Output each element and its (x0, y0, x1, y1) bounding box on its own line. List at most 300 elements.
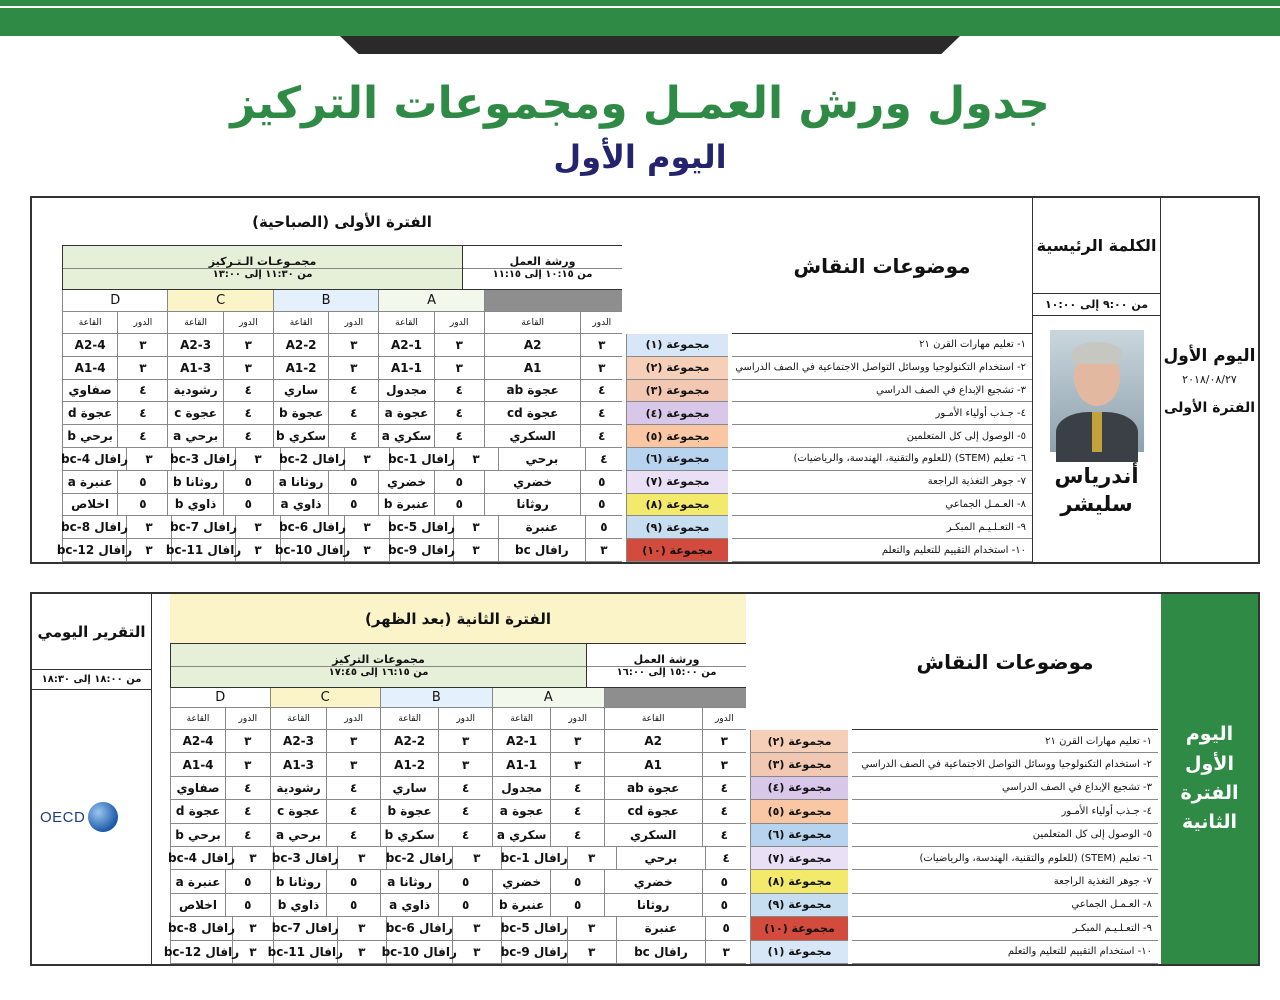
side-day-period-label: اليوم الأول الفترة الثانية (1158, 594, 1258, 964)
topic-row: ٥- الوصول إلى كل المتعلمين (732, 425, 1032, 448)
group-label: مجموعة (٤) (626, 402, 728, 425)
column-room-header: القاعة (62, 312, 117, 334)
table-row (167, 917, 746, 940)
room-cell: رافال bc (616, 941, 706, 964)
room-cell: خضري (484, 471, 581, 494)
table-row (62, 516, 622, 539)
role-cell: ٥ (225, 894, 269, 917)
role-cell: ٤ (438, 824, 491, 847)
role-cell: ٤ (438, 800, 491, 823)
role-cell: ٣ (344, 516, 389, 539)
role-cell: ٣ (567, 847, 616, 870)
workshop-letter-blank (484, 290, 622, 312)
room-cell: برحي b (62, 425, 117, 448)
focus-groups-header-2: مجموعات التركيز من ١٦:١٥ إلى ١٧:٤٥ (170, 644, 586, 687)
table-row (167, 847, 746, 870)
column-role-header: الدور (328, 312, 378, 334)
room-cell: عجوة b (380, 800, 439, 823)
group-letter-c: C (270, 688, 380, 708)
topic-row: ٨- العـمـل الجماعي (852, 894, 1158, 917)
group-label: مجموعة (٦) (750, 824, 848, 847)
room-cell: اخلاص (62, 494, 117, 517)
period-label: الفترة الأولى (1163, 400, 1256, 417)
role-cell: ٣ (235, 516, 280, 539)
table-row (170, 730, 746, 753)
day-label (1160, 198, 1258, 562)
room-cell: A2-3 (270, 730, 327, 753)
room-cell: خضري (378, 471, 433, 494)
role-cell: ٤ (223, 425, 273, 448)
room-cell: رافال 5-bc (501, 917, 567, 940)
role-cell: ٣ (235, 539, 280, 562)
role-cell: ٥ (223, 494, 273, 517)
table-row (170, 800, 746, 823)
role-cell: ٤ (434, 380, 484, 403)
role-cell: ٤ (223, 380, 273, 403)
role-cell: ٣ (434, 357, 484, 380)
group-label: مجموعة (٨) (750, 870, 848, 893)
role-cell: ٣ (126, 516, 171, 539)
role-cell: ٣ (337, 917, 386, 940)
group-label: مجموعة (١٠) (750, 917, 848, 940)
topic-row: ٦- تعليم (STEM) (للعلوم والتقنية، الهندسة، والرياضيات) (732, 448, 1032, 471)
column-role-header: الدور (117, 312, 167, 334)
room-cell: رافال 8-bc (62, 516, 126, 539)
topic-row: ٢- استخدام التكنولوجيا ووسائل التواصل الاجتماعية في الصف الدراسي (852, 753, 1158, 776)
topic-row: ١٠- استخدام التقييم للتعليم والتعلم (852, 941, 1158, 964)
group-letter-b: B (380, 688, 492, 708)
topic-row: ٧- جوهر التغذية الراجعة (852, 870, 1158, 893)
role-cell: ٥ (117, 471, 167, 494)
room-cell: برحي a (167, 425, 222, 448)
topic-row: ٨- العـمـل الجماعي (732, 494, 1032, 517)
role-cell: ٥ (438, 894, 491, 917)
role-cell: ٣ (344, 539, 389, 562)
role-cell: ٣ (225, 730, 269, 753)
room-cell: رافال 6-bc (386, 917, 452, 940)
role-cell: ٤ (702, 800, 746, 823)
column-room-header: القاعة (492, 708, 551, 730)
role-cell: ٤ (550, 824, 603, 847)
column-room-header: القاعة (380, 708, 439, 730)
column-role-header: الدور (223, 312, 273, 334)
room-cell: عنبرة a (62, 471, 117, 494)
oecd-logo: OECD (40, 802, 118, 832)
table-row (62, 402, 622, 425)
room-cell: رافال 11-bc (273, 941, 337, 964)
role-cell: ٥ (438, 870, 491, 893)
room-cell: صفاوي (62, 380, 117, 403)
role-cell: ٣ (337, 847, 386, 870)
room-cell: رافال 9-bc (501, 941, 567, 964)
room-cell: ذاوي a (380, 894, 439, 917)
role-cell: ٤ (550, 777, 603, 800)
room-cell: عجوة a (492, 800, 551, 823)
topic-row: ٤- جـذب أولياء الأمـور (852, 800, 1158, 823)
room-cell: A2 (484, 334, 581, 357)
room-cell: برحي (498, 448, 585, 471)
role-cell: ٥ (580, 494, 622, 517)
column-role-header: الدور (434, 312, 484, 334)
role-cell: ٥ (434, 494, 484, 517)
role-cell: ٤ (326, 800, 379, 823)
group-label: مجموعة (١) (626, 334, 728, 357)
role-cell: ٣ (452, 847, 501, 870)
topic-row: ٥- الوصول إلى كل المتعلمين (852, 824, 1158, 847)
room-cell: عجوة ab (484, 380, 581, 403)
column-header-row (62, 312, 622, 334)
room-cell: عجوة c (167, 402, 222, 425)
group-label: مجموعة (٦) (626, 448, 728, 471)
table-row (170, 824, 746, 847)
role-cell: ٥ (223, 471, 273, 494)
room-cell: ذاوي b (270, 894, 327, 917)
role-cell: ٣ (705, 941, 746, 964)
room-cell: برحي (616, 847, 706, 870)
session-one-table (30, 196, 1260, 564)
room-cell: عنبرة b (492, 894, 551, 917)
topic-row: ٦- تعليم (STEM) (للعلوم والتقنية، الهندسة، والرياضيات) (852, 847, 1158, 870)
role-cell: ٤ (326, 824, 379, 847)
room-cell: سكري a (492, 824, 551, 847)
room-cell: رافال 12-bc (62, 539, 126, 562)
globe-icon (88, 802, 118, 832)
role-cell: ٥ (434, 471, 484, 494)
room-cell: عجوة cd (604, 800, 702, 823)
role-cell: ٣ (328, 357, 378, 380)
role-cell: ٤ (702, 777, 746, 800)
column-role-header: الدور (550, 708, 603, 730)
room-cell: رافال bc (498, 539, 585, 562)
room-cell: عجوة d (62, 402, 117, 425)
room-cell: رافال 9-bc (389, 539, 453, 562)
role-cell: ٤ (225, 824, 269, 847)
room-cell: رشودية (270, 777, 327, 800)
role-cell: ٣ (326, 753, 379, 776)
table-row (62, 357, 622, 380)
table-row (62, 380, 622, 403)
room-cell: سكري b (380, 824, 439, 847)
schedule-grid-2 (163, 594, 746, 964)
role-cell: ٣ (452, 941, 501, 964)
role-cell: ٣ (438, 753, 491, 776)
room-cell: السكري (484, 425, 581, 448)
day-name: اليوم الأول (1163, 345, 1256, 366)
topic-row: ٢- استخدام التكنولوجيا ووسائل التواصل الاجتماعية في الصف الدراسي (732, 357, 1032, 380)
room-cell: ذاوي b (167, 494, 222, 517)
table-row (62, 425, 622, 448)
role-cell: ٤ (328, 380, 378, 403)
room-cell: برحي b (170, 824, 225, 847)
role-cell: ٥ (328, 494, 378, 517)
room-cell: عنبرة b (378, 494, 433, 517)
role-cell: ٥ (550, 894, 603, 917)
discussion-topics-2 (852, 594, 1158, 964)
room-cell: A2 (604, 730, 702, 753)
role-cell: ٥ (550, 870, 603, 893)
room-cell: عنبرة a (170, 870, 225, 893)
group-label: مجموعة (٣) (626, 380, 728, 403)
role-cell: ٤ (580, 402, 622, 425)
role-cell: ٤ (117, 402, 167, 425)
period-title: الفترة الأولى (الصباحية) (62, 198, 622, 246)
room-cell: A1-3 (270, 753, 327, 776)
room-cell: A1-1 (492, 753, 551, 776)
role-cell: ٤ (580, 380, 622, 403)
room-cell: ذاوي a (273, 494, 328, 517)
group-letter-c: C (167, 290, 272, 312)
role-cell: ٣ (702, 753, 746, 776)
role-cell: ٣ (580, 334, 622, 357)
room-cell: عجوة c (270, 800, 327, 823)
role-cell: ٥ (585, 516, 622, 539)
room-cell: روثانا (484, 494, 581, 517)
column-room-header: القاعة (604, 708, 702, 730)
room-cell: رافال 7-bc (171, 516, 235, 539)
group-letter-b: B (273, 290, 378, 312)
topic-row: ١- تعليم مهارات القرن ٢١ (732, 334, 1032, 357)
group-label: مجموعة (١) (750, 941, 848, 964)
role-cell: ٣ (328, 334, 378, 357)
room-cell: ساري (380, 777, 439, 800)
role-cell: ٣ (232, 917, 273, 940)
workshop-letter-blank (604, 688, 746, 708)
room-cell: A2-1 (492, 730, 551, 753)
keynote-time: من ٩:٠٠ إلى ١٠:٠٠ (1033, 294, 1160, 316)
group-label: مجموعة (٣) (750, 753, 848, 776)
group-label: مجموعة (٤) (750, 777, 848, 800)
group-label: مجموعة (٢) (626, 357, 728, 380)
table-row (62, 471, 622, 494)
daily-report-title: التقرير اليومي (32, 594, 151, 670)
room-cell: A2-2 (273, 334, 328, 357)
role-cell: ٤ (326, 777, 379, 800)
role-cell: ٣ (126, 448, 171, 471)
room-cell: عجوة ab (604, 777, 702, 800)
role-cell: ٣ (326, 730, 379, 753)
room-cell: خضري (492, 870, 551, 893)
role-cell: ٥ (580, 471, 622, 494)
group-letter-a: A (492, 688, 604, 708)
column-room-header: القاعة (167, 312, 222, 334)
room-cell: عجوة a (378, 402, 433, 425)
room-cell: روثانا b (270, 870, 327, 893)
room-cell: A1 (604, 753, 702, 776)
room-cell: ساري (273, 380, 328, 403)
room-cell: A1-4 (62, 357, 117, 380)
group-label: مجموعة (٩) (750, 894, 848, 917)
workshop-header-2: ورشة العمل من ١٥:٠٠ إلى ١٦:٠٠ (586, 644, 746, 687)
page-subtitle: اليوم الأول (553, 138, 727, 176)
role-cell: ٥ (328, 471, 378, 494)
role-cell: ٣ (223, 357, 273, 380)
column-role-header: الدور (438, 708, 491, 730)
room-cell: السكري (604, 824, 702, 847)
room-cell: صفاوي (170, 777, 225, 800)
room-cell: A1-4 (170, 753, 225, 776)
role-cell: ٥ (702, 894, 746, 917)
period-title-2: الفترة الثانية (بعد الظهر) (170, 594, 746, 644)
role-cell: ٣ (337, 941, 386, 964)
focus-groups-header: مجمـوعـات الـتـركيز من ١١:٣٠ إلى ١٣:٠٠ (62, 246, 462, 289)
room-cell: A1-1 (378, 357, 433, 380)
topic-row: ٩- التعـلـيـم المبكـر (732, 516, 1032, 539)
room-cell: روثانا a (273, 471, 328, 494)
topics-title: موضوعات النقاش (732, 198, 1032, 334)
role-cell: ٣ (567, 917, 616, 940)
room-cell: رافال 10-bc (386, 941, 452, 964)
role-cell: ٥ (117, 494, 167, 517)
role-cell: ٣ (126, 539, 171, 562)
group-label: مجموعة (٢) (750, 730, 848, 753)
topic-row: ٣- تشجيع الإبداع في الصف الدراسي (852, 777, 1158, 800)
daily-report-time: من ١٨:٠٠ إلى ١٨:٣٠ (32, 670, 151, 690)
room-cell: A2-4 (62, 334, 117, 357)
room-cell: سكري a (378, 425, 433, 448)
room-cell: عنبرة (498, 516, 585, 539)
group-label: مجموعة (٥) (626, 425, 728, 448)
column-header-row (170, 708, 746, 730)
role-cell: ٣ (232, 847, 273, 870)
role-cell: ٥ (326, 894, 379, 917)
room-cell: A1-3 (167, 357, 222, 380)
role-cell: ٣ (585, 539, 622, 562)
top-banner (0, 0, 1280, 36)
role-cell: ٥ (326, 870, 379, 893)
room-cell: رافال 3-bc (171, 448, 235, 471)
room-cell: رافال 11-bc (171, 539, 235, 562)
group-label: مجموعة (٨) (626, 494, 728, 517)
table-row (170, 753, 746, 776)
role-cell: ٥ (705, 917, 746, 940)
role-cell: ٤ (117, 425, 167, 448)
column-room-header: القاعة (270, 708, 327, 730)
group-letters-row (170, 688, 746, 708)
room-cell: خضري (604, 870, 702, 893)
column-role-header: الدور (580, 312, 622, 334)
daily-report-column (32, 594, 152, 964)
role-cell: ٤ (702, 824, 746, 847)
group-letters-row (62, 290, 622, 312)
table-row (62, 448, 622, 471)
room-cell: برحي a (270, 824, 327, 847)
room-cell: رافال 7-bc (273, 917, 337, 940)
page-title: جدول ورش العمـل ومجموعات التركيز (230, 78, 1050, 129)
topic-row: ٧- جوهر التغذية الراجعة (732, 471, 1032, 494)
role-cell: ٤ (328, 425, 378, 448)
column-room-header: القاعة (484, 312, 581, 334)
role-cell: ٤ (438, 777, 491, 800)
role-cell: ٣ (702, 730, 746, 753)
room-cell: رشودية (167, 380, 222, 403)
topic-row: ١٠- استخدام التقييم للتعليم والتعلم (732, 539, 1032, 562)
table-row (170, 777, 746, 800)
group-column (622, 334, 732, 562)
role-cell: ٣ (117, 357, 167, 380)
room-cell: رافال 2-bc (386, 847, 452, 870)
role-cell: ٤ (328, 402, 378, 425)
keynote-column (1032, 198, 1160, 562)
role-cell: ٣ (580, 357, 622, 380)
topics-title-2: موضوعات النقاش (852, 594, 1158, 730)
schedule-grid (56, 198, 622, 562)
column-role-header: الدور (225, 708, 269, 730)
role-cell: ٤ (550, 800, 603, 823)
room-cell: رافال 6-bc (280, 516, 344, 539)
room-cell: A1-2 (380, 753, 439, 776)
table-row (56, 539, 622, 562)
group-label: مجموعة (٧) (626, 471, 728, 494)
role-cell: ٣ (232, 941, 273, 964)
room-cell: رافال 10-bc (280, 539, 344, 562)
room-cell: رافال 3-bc (273, 847, 337, 870)
role-cell: ٣ (438, 730, 491, 753)
room-cell: رافال 2-bc (280, 448, 344, 471)
room-cell: A2-4 (170, 730, 225, 753)
discussion-topics (732, 198, 1032, 562)
room-cell: A2-2 (380, 730, 439, 753)
column-room-header: القاعة (170, 708, 225, 730)
room-cell: رافال 12-bc (170, 941, 232, 964)
table-row (170, 894, 746, 917)
table-row (62, 334, 622, 357)
room-cell: روثانا (604, 894, 702, 917)
role-cell: ٥ (225, 870, 269, 893)
role-cell: ٣ (453, 448, 498, 471)
role-cell: ٤ (223, 402, 273, 425)
room-cell: عجوة cd (484, 402, 581, 425)
keynote-title: الكلمة الرئيسية (1033, 198, 1160, 294)
room-cell: مجدول (492, 777, 551, 800)
group-letter-d: D (170, 688, 270, 708)
role-cell: ٣ (225, 753, 269, 776)
role-cell: ٤ (434, 402, 484, 425)
role-cell: ٤ (585, 448, 622, 471)
role-cell: ٣ (550, 730, 603, 753)
group-label: مجموعة (٧) (750, 847, 848, 870)
role-cell: ٣ (453, 516, 498, 539)
topic-row: ٤- جـذب أولياء الأمـور (732, 402, 1032, 425)
session-two-table (30, 592, 1260, 966)
group-column-2 (746, 730, 852, 964)
role-cell: ٣ (223, 334, 273, 357)
room-cell: سكري b (273, 425, 328, 448)
role-cell: ٤ (117, 380, 167, 403)
room-cell: روثانا b (167, 471, 222, 494)
room-cell: A1-2 (273, 357, 328, 380)
room-cell: A2-1 (378, 334, 433, 357)
group-label: مجموعة (٩) (626, 516, 728, 539)
role-cell: ٤ (225, 800, 269, 823)
room-cell: رافال 4-bc (170, 847, 232, 870)
group-label: مجموعة (١٠) (626, 539, 728, 562)
room-cell: عنبرة (616, 917, 706, 940)
role-cell: ٣ (235, 448, 280, 471)
role-cell: ٣ (550, 753, 603, 776)
speaker-name: أندرياس سليشر (1054, 464, 1139, 517)
role-cell: ٥ (702, 870, 746, 893)
room-cell: مجدول (378, 380, 433, 403)
role-cell: ٣ (452, 917, 501, 940)
room-cell: رافال 4-bc (62, 448, 126, 471)
room-cell: اخلاص (170, 894, 225, 917)
workshop-header: ورشة العمل من ١٠:١٥ إلى ١١:١٥ (462, 246, 622, 289)
table-row (170, 870, 746, 893)
room-cell: عجوة b (273, 402, 328, 425)
role-cell: ٣ (117, 334, 167, 357)
column-role-header: الدور (702, 708, 746, 730)
role-cell: ٣ (453, 539, 498, 562)
